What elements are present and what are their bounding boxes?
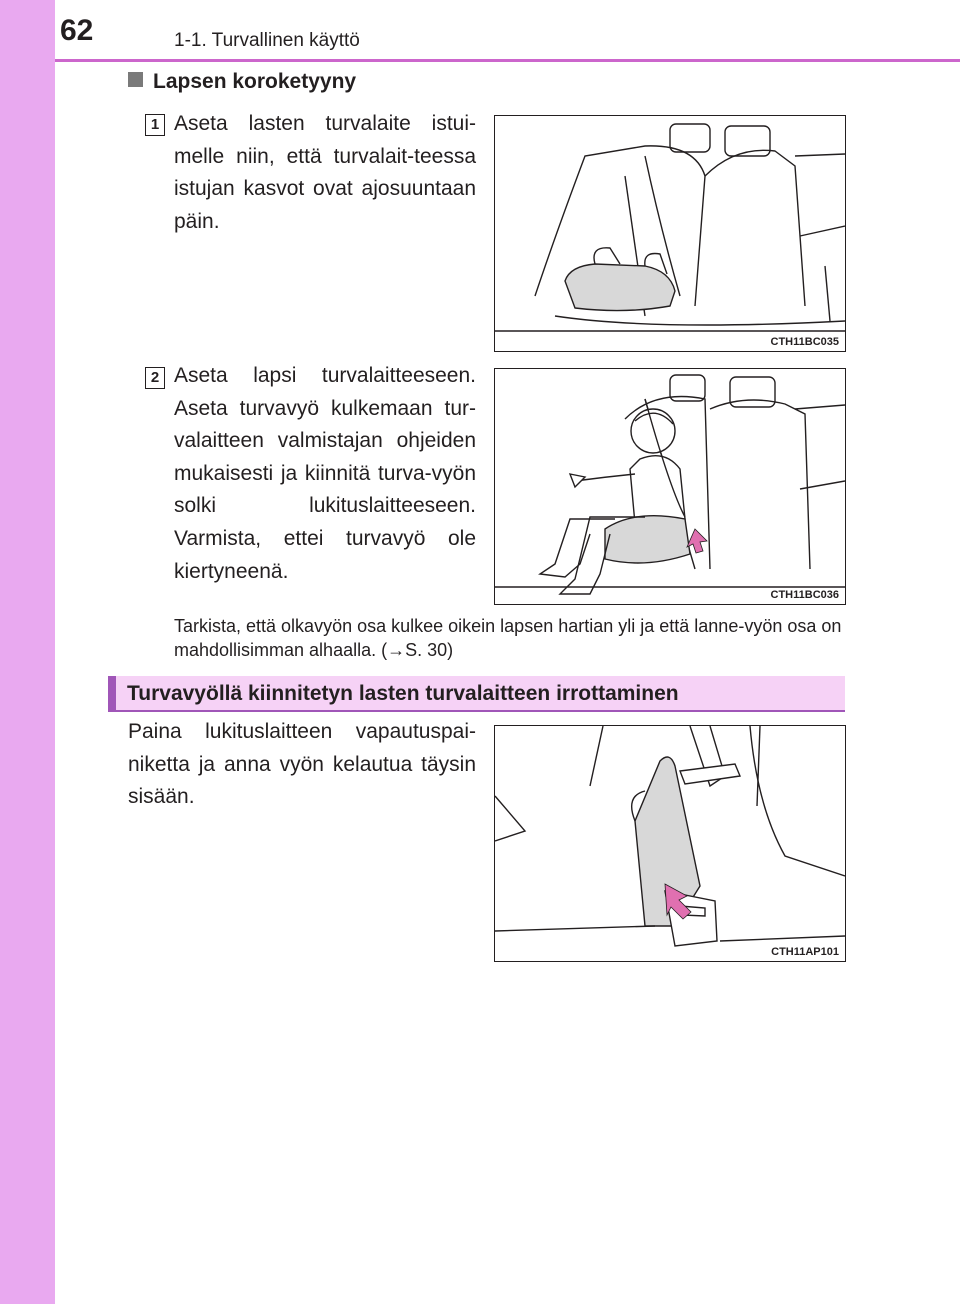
- subheading: [128, 70, 356, 94]
- buckle-release-illustration: [495, 726, 845, 961]
- step-number-2: 2: [145, 367, 165, 389]
- subheading-text: Lapsen koroketyyny: [153, 70, 357, 93]
- section-title: 1-1. Turvallinen käyttö: [174, 30, 360, 51]
- figure-booster-seat: [494, 115, 846, 352]
- page-number: 62: [60, 14, 94, 47]
- booster-seat-illustration: [495, 116, 845, 351]
- figure-child-in-booster: [494, 368, 846, 605]
- note-text: Tarkista, että olkavyön osa kulkee oikein lapsen hartian yli ja että lanne-vyön osa on mahdollisimman alhaalla. (→S. 30): [174, 616, 842, 660]
- banner-title: Turvavyöllä kiinnitetyn lasten turvalaitteen irrottaminen: [127, 682, 679, 705]
- step-text-2: Aseta lapsi turvalaitteeseen. Aseta turvavyö kulkemaan tur-valaitteen valmistajan ohjeiden mukaisesti ja kiinnitä turva-vyön solki lukituslaitteeseen. Varmista, ettei turvavyö ole kiertyneenä.: [174, 364, 476, 583]
- figure-buckle-release: [494, 725, 846, 962]
- child-seated-illustration: [495, 369, 845, 604]
- square-bullet-icon: [128, 72, 143, 87]
- section-banner: [108, 676, 845, 712]
- chapter-tab-sidebar: [0, 0, 55, 1304]
- figure-code: CTH11BC035: [770, 336, 839, 348]
- header-rule: [55, 59, 960, 62]
- figure-code: CTH11BC036: [770, 589, 839, 601]
- step-number-1: 1: [145, 114, 165, 136]
- step-text-1: Aseta lasten turvalaite istui-melle niin, että turvalait-teessa istujan kasvot ovat ajosuuntaan päin.: [174, 112, 476, 233]
- figure-code: CTH11AP101: [771, 946, 839, 958]
- release-instructions: Paina lukituslaitteen vapautuspai-niketta ja anna vyön kelautua täysin sisään.: [128, 720, 476, 809]
